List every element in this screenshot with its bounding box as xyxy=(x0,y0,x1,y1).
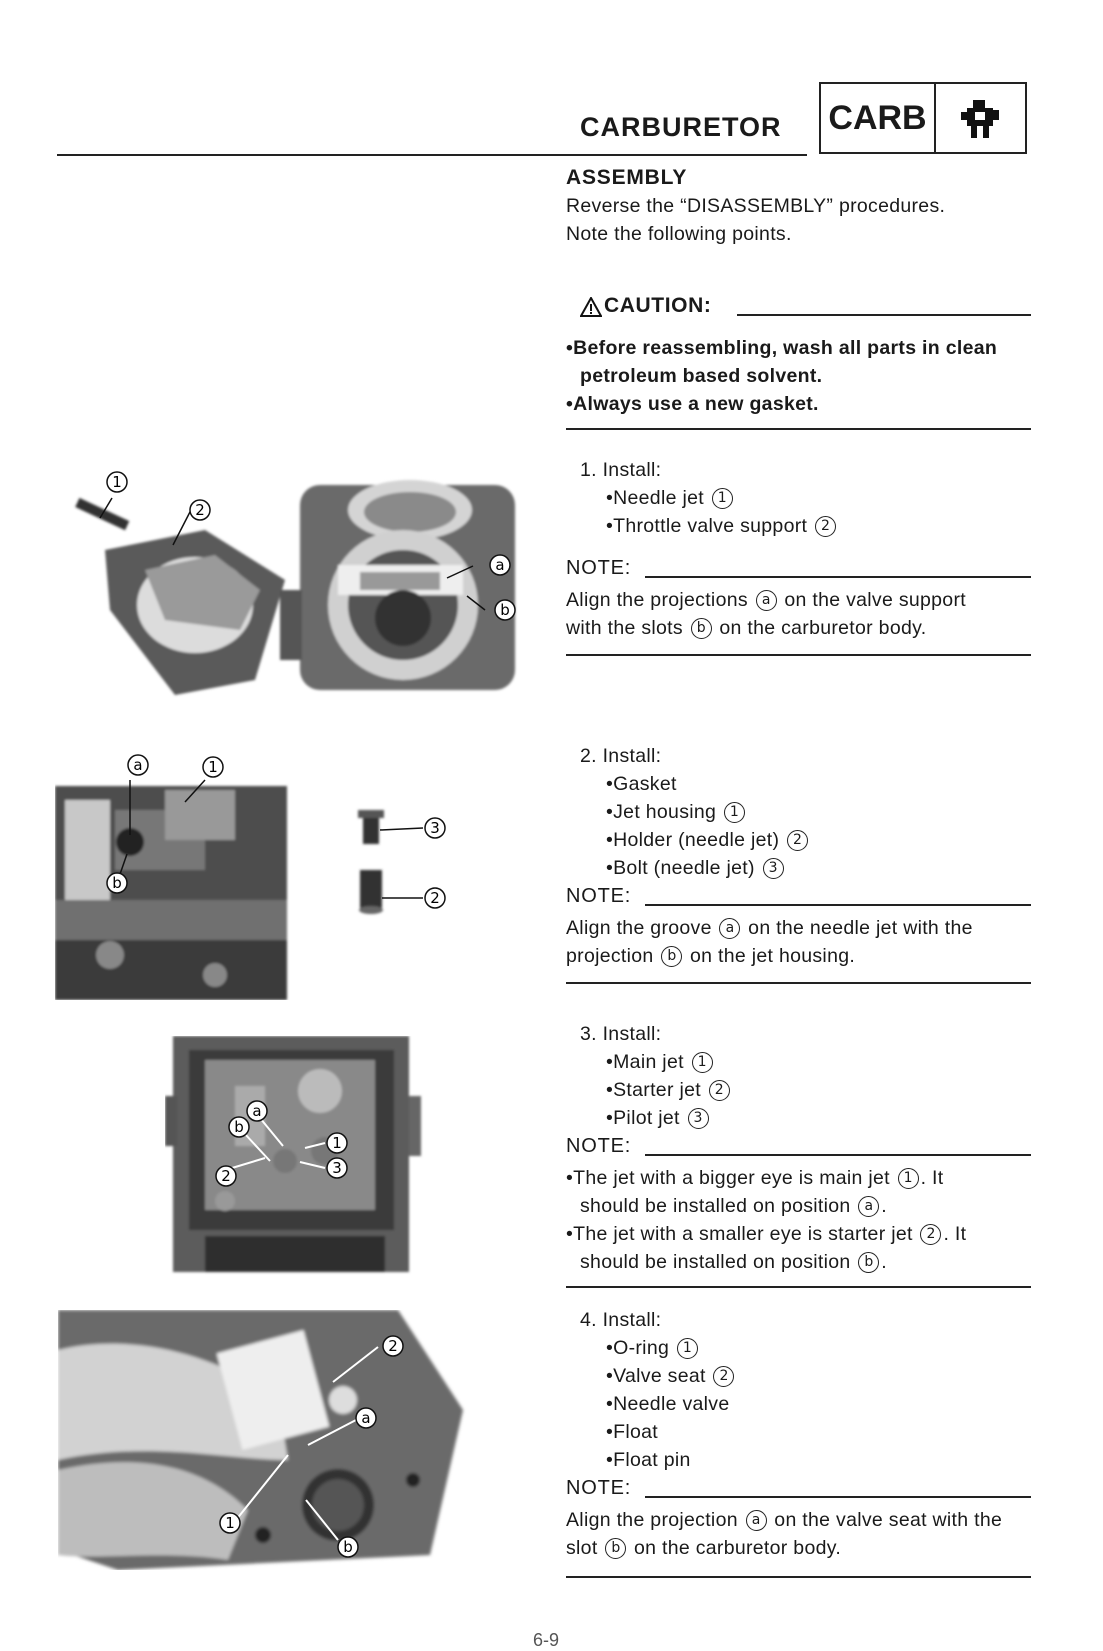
step-title: 3. Install: xyxy=(580,1023,662,1045)
note-label: NOTE: xyxy=(566,557,632,579)
photo-label: a xyxy=(495,556,505,574)
step-4 xyxy=(566,1306,1031,1578)
step-item: •Jet housing 1 xyxy=(566,798,1031,826)
caution-item-cont: petroleum based solvent. xyxy=(580,365,823,387)
assembly-heading: ASSEMBLY xyxy=(566,166,688,189)
photo-label: 3 xyxy=(430,819,440,837)
photo-label: b xyxy=(343,1538,353,1556)
step-2 xyxy=(566,742,1031,984)
note-label: NOTE: xyxy=(566,1477,632,1499)
carburetor-icon xyxy=(936,84,1025,152)
caution-box xyxy=(566,292,1031,430)
note-text: Align the projections a on the valve support with the slots b on the carburetor body. xyxy=(566,589,966,639)
note-text: •The jet with a bigger eye is main jet 1 . It should be installed on position a . •The jet with a smaller eye is starter jet 2 . It should be installed on position b . xyxy=(566,1167,967,1273)
photo-label: b xyxy=(500,601,510,619)
caution-item: •Before reassembling, wash all parts in clean xyxy=(566,337,998,359)
header-rule xyxy=(57,154,807,156)
step-title: 4. Install: xyxy=(580,1309,662,1331)
step-title: 1. Install: xyxy=(580,459,662,481)
photo-label: 2 xyxy=(195,501,205,519)
photo-label: 2 xyxy=(221,1167,231,1185)
photo-label: 1 xyxy=(225,1514,235,1532)
photo-jets xyxy=(165,1036,450,1284)
assembly-intro-line-2: Note the following points. xyxy=(566,223,792,245)
badge-text: CARB xyxy=(821,84,936,152)
note-text: Align the groove a on the needle jet with the projection b on the jet housing. xyxy=(566,917,973,967)
step-item: •Needle jet 1 xyxy=(566,484,1031,512)
step-item: •Bolt (needle jet) 3 xyxy=(566,854,1031,882)
photo-label: 2 xyxy=(388,1337,398,1355)
photo-valve-support xyxy=(55,470,525,700)
step-item: •Main jet 1 xyxy=(566,1048,1031,1076)
step-1 xyxy=(566,456,1031,656)
photo-label: 2 xyxy=(430,889,440,907)
assembly-intro-line-1: Reverse the “DISASSEMBLY” procedures. xyxy=(566,195,946,217)
step-item: •Starter jet 2 xyxy=(566,1076,1031,1104)
photo-label: a xyxy=(361,1409,371,1427)
note-label: NOTE: xyxy=(566,885,632,907)
step-item: •Valve seat 2 xyxy=(566,1362,1031,1390)
page-title: CARBURETOR xyxy=(580,112,782,142)
step-item: •Throttle valve support 2 xyxy=(566,512,1031,540)
assembly-section xyxy=(566,164,1031,248)
caution-item: •Always use a new gasket. xyxy=(566,393,819,415)
photo-valve-seat xyxy=(58,1310,470,1570)
photo-label: 1 xyxy=(112,473,122,491)
section-badge xyxy=(819,82,1027,154)
step-item: •Gasket xyxy=(606,773,677,795)
note-label: NOTE: xyxy=(566,1135,632,1157)
step-item: •Holder (needle jet) 2 xyxy=(566,826,1031,854)
photo-label: b xyxy=(234,1118,244,1136)
photo-jet-housing xyxy=(55,750,475,1000)
photo-label: 1 xyxy=(208,758,218,776)
photo-label: 1 xyxy=(332,1134,342,1152)
caution-label: CAUTION: xyxy=(604,294,712,317)
step-title: 2. Install: xyxy=(580,745,662,767)
step-3 xyxy=(566,1020,1031,1288)
photo-label: 3 xyxy=(332,1159,342,1177)
photo-label: a xyxy=(133,756,143,774)
step-item: •Float pin xyxy=(606,1449,691,1471)
step-item: •Float xyxy=(606,1421,658,1443)
warning-triangle-icon xyxy=(580,297,602,317)
step-item: •Pilot jet 3 xyxy=(566,1104,1031,1132)
step-item: •Needle valve xyxy=(606,1393,730,1415)
note-text: Align the projection a on the valve seat with the slot b on the carburetor body. xyxy=(566,1509,1003,1559)
step-item: •O-ring 1 xyxy=(566,1334,1031,1362)
photo-label: a xyxy=(252,1102,262,1120)
page-number: 6-9 xyxy=(533,1630,560,1650)
photo-label: b xyxy=(112,874,122,892)
